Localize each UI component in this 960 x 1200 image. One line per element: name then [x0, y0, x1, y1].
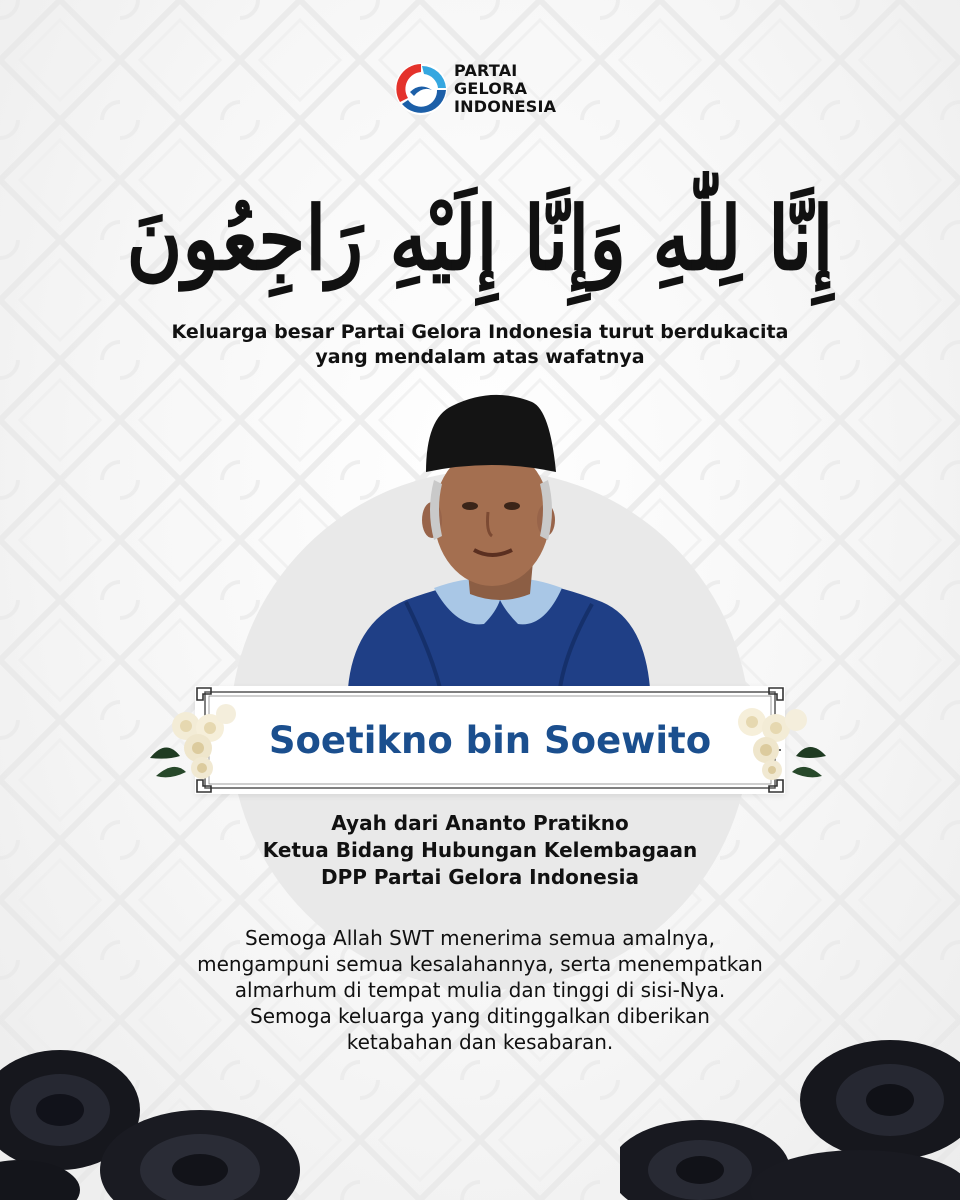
white-roses-icon: [146, 698, 246, 783]
black-roses-icon: [620, 1040, 960, 1200]
relation-line: Ayah dari Ananto Pratikno: [331, 811, 629, 835]
condolence-line: yang mendalam atas wafatnya: [315, 346, 645, 368]
calligraphy-text: إِنَّا لِلّٰهِ وَإِنَّا إِلَيْهِ رَاجِعُونَ: [126, 186, 834, 290]
prayer-line: ketabahan dan kesabaran.: [346, 1030, 614, 1054]
party-logo: [392, 58, 582, 120]
prayer-line: Semoga Allah SWT menerima semua amalnya,: [245, 926, 715, 950]
condolence-message: [130, 320, 830, 370]
logo-text-line: INDONESIA: [454, 97, 557, 116]
prayer-message: [110, 925, 850, 1055]
portrait-photo: [230, 380, 750, 688]
condolence-line: Keluarga besar Partai Gelora Indonesia turut berdukacita: [171, 321, 789, 343]
arabic-calligraphy: [126, 168, 834, 308]
deceased-name: Soetikno bin Soewito: [268, 718, 712, 762]
prayer-line: Semoga keluarga yang ditinggalkan diberikan: [250, 1004, 710, 1028]
relation-line: DPP Partai Gelora Indonesia: [321, 865, 639, 889]
logo-text-line: PARTAI: [454, 61, 518, 80]
black-roses-icon: [0, 1040, 300, 1200]
relation-line: Ketua Bidang Hubungan Kelembagaan: [262, 838, 698, 862]
logo-text-line: GELORA: [454, 79, 528, 98]
party-logo-icon: [392, 60, 450, 118]
white-roses-icon: [730, 698, 830, 783]
name-banner: [195, 686, 785, 794]
prayer-line: mengampuni semua kesalahannya, serta menempatkan: [197, 952, 763, 976]
prayer-line: almarhum di tempat mulia dan tinggi di sisi-Nya.: [234, 978, 726, 1002]
relation-info: [160, 810, 800, 891]
